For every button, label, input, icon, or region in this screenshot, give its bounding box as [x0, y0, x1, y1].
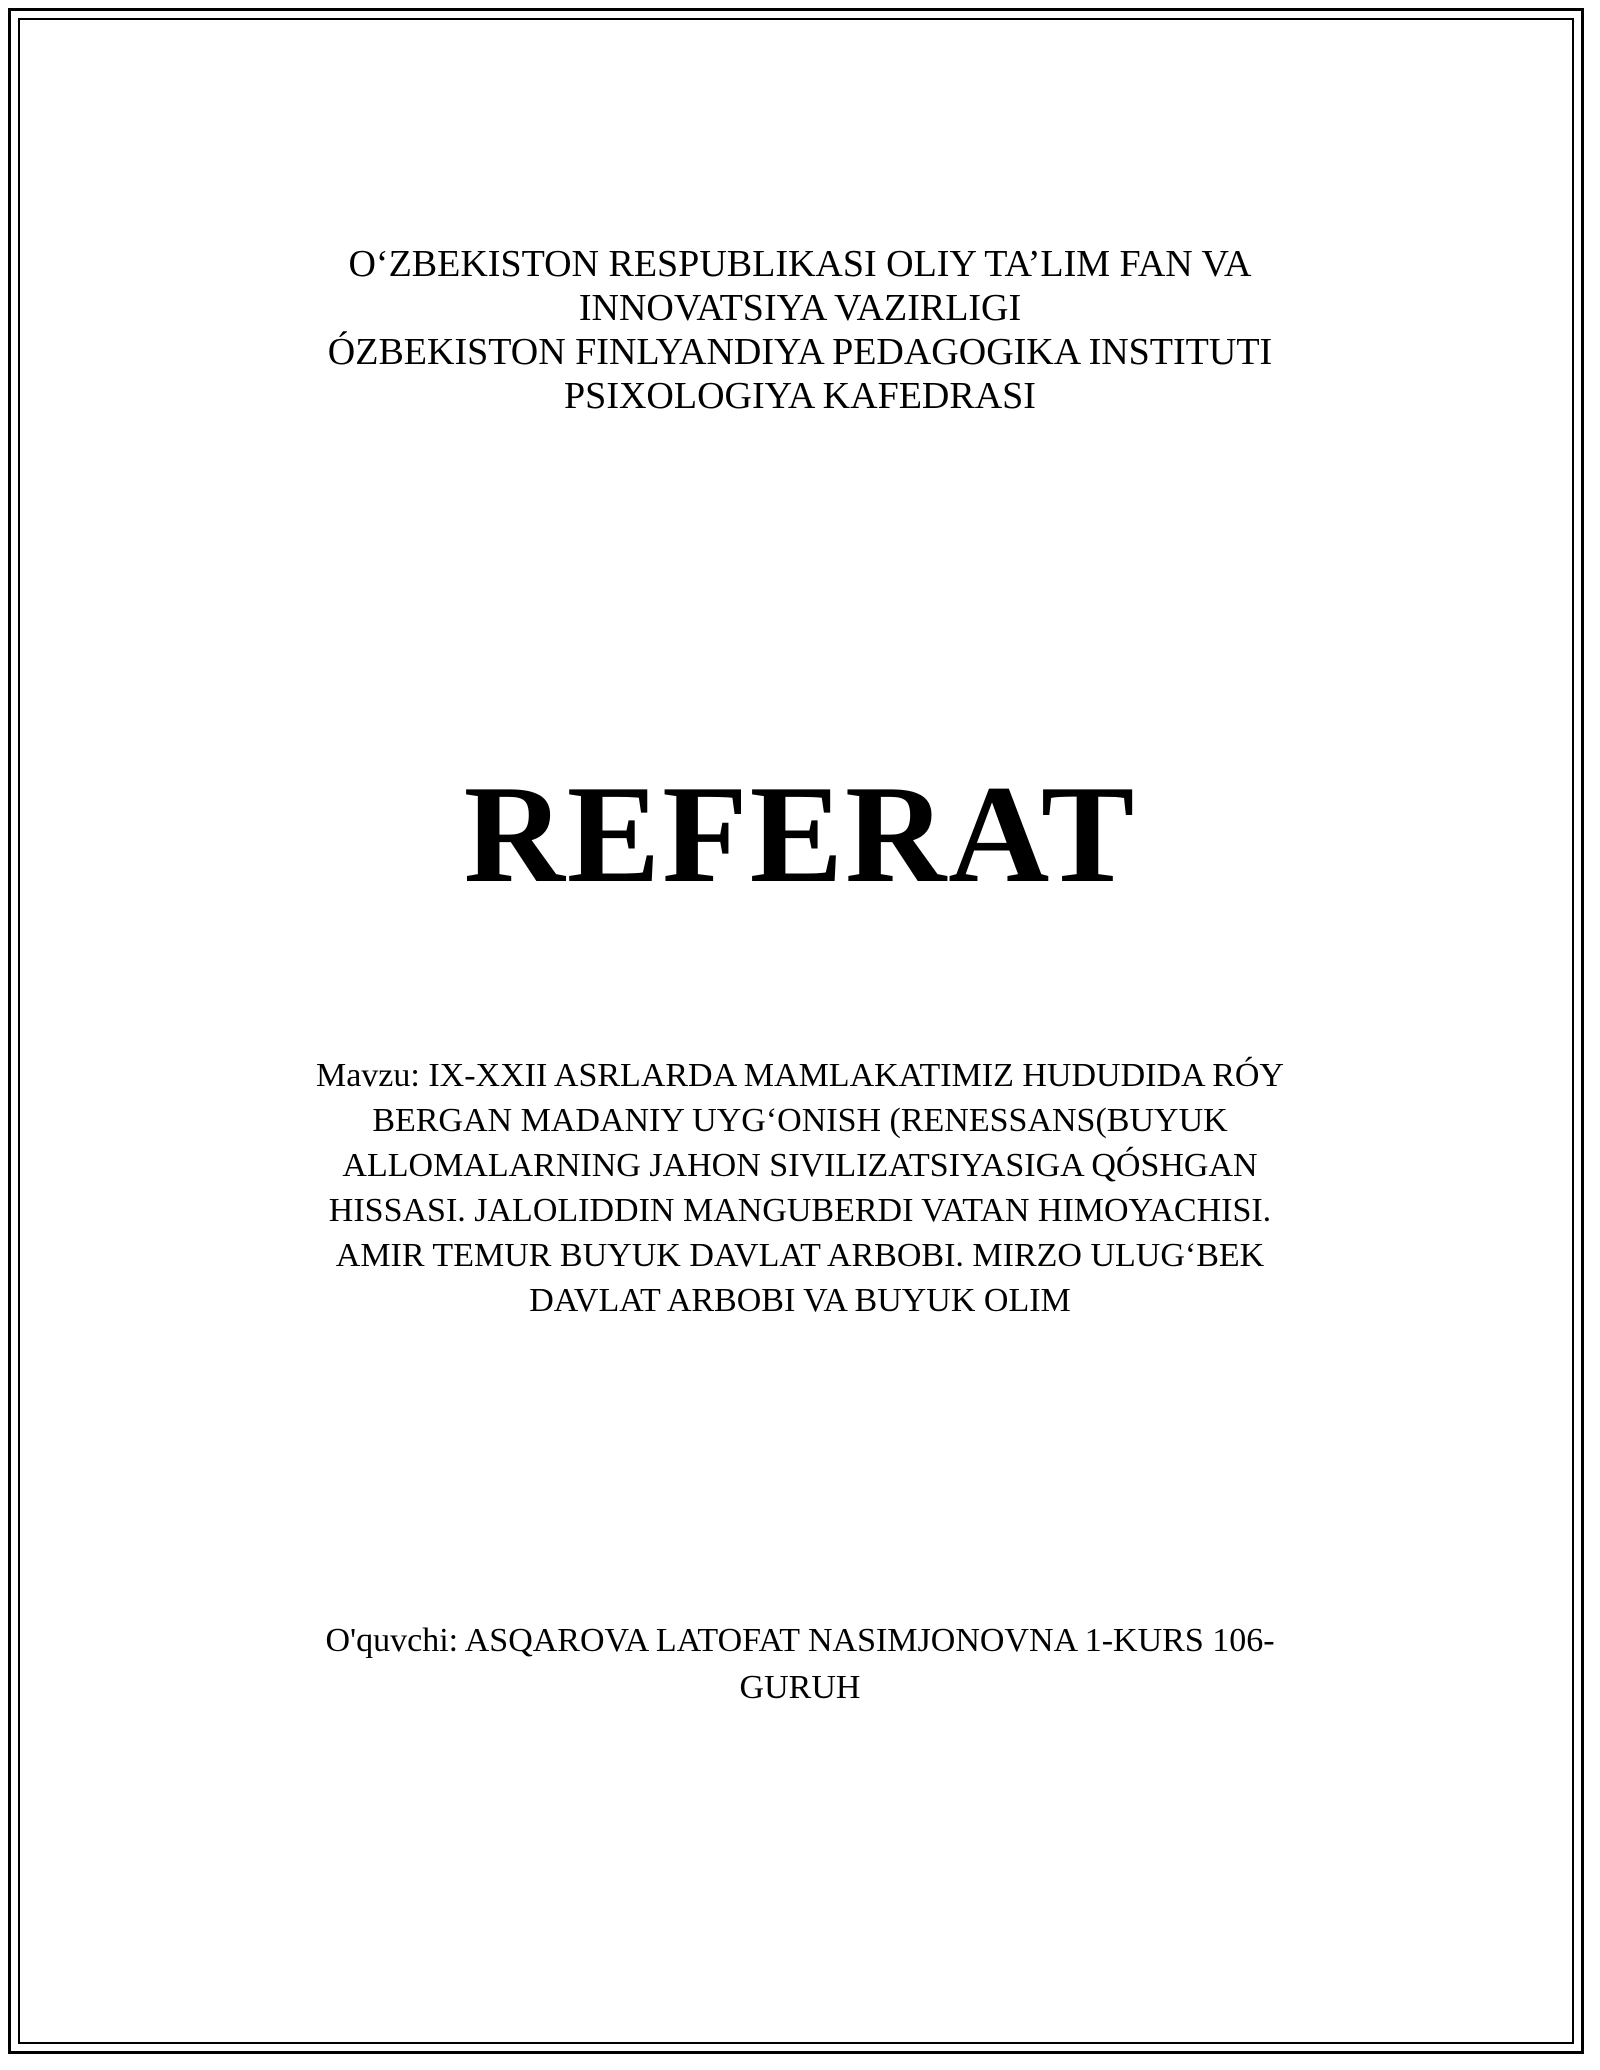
- topic-line: BERGAN MADANIY UYG‘ONISH (RENESSANS(BUYUK: [372, 1102, 1228, 1139]
- header-line: O‘ZBEKISTON RESPUBLIKASI OLIY TA’LIM FAN VA: [348, 243, 1252, 285]
- student-line: O'quvchi: ASQAROVA LATOFAT NASIMJONOVNA 1-KURS 106-: [325, 1622, 1275, 1659]
- document-title: REFERAT: [463, 757, 1137, 912]
- header-line: ÓZBEKISTON FINLYANDIYA PEDAGOGIKA INSTITUTI: [327, 331, 1273, 373]
- topic-text: [0, 1053, 1600, 1323]
- student-info: [0, 1617, 1600, 1711]
- topic-line: ALLOMALARNING JAHON SIVILIZATSIYASIGA QÓSHGAN: [342, 1147, 1258, 1184]
- topic-line: HISSASI. JALOLIDDIN MANGUBERDI VATAN HIMOYACHISI.: [328, 1192, 1272, 1229]
- header-line: INNOVATSIYA VAZIRLIGI: [578, 287, 1022, 329]
- student-line: GURUH: [739, 1669, 861, 1706]
- topic-line: Mavzu: IX-XXII ASRLARDA MAMLAKATIMIZ HUDUDIDA RÓY: [315, 1057, 1284, 1094]
- topic-line: AMIR TEMUR BUYUK DAVLAT ARBOBI. MIRZO ULUG‘BEK: [335, 1237, 1265, 1274]
- header-line: PSIXOLOGIYA KAFEDRASI: [564, 375, 1036, 417]
- institution-header: [0, 242, 1600, 418]
- topic-line: DAVLAT ARBOBI VA BUYUK OLIM: [529, 1282, 1071, 1319]
